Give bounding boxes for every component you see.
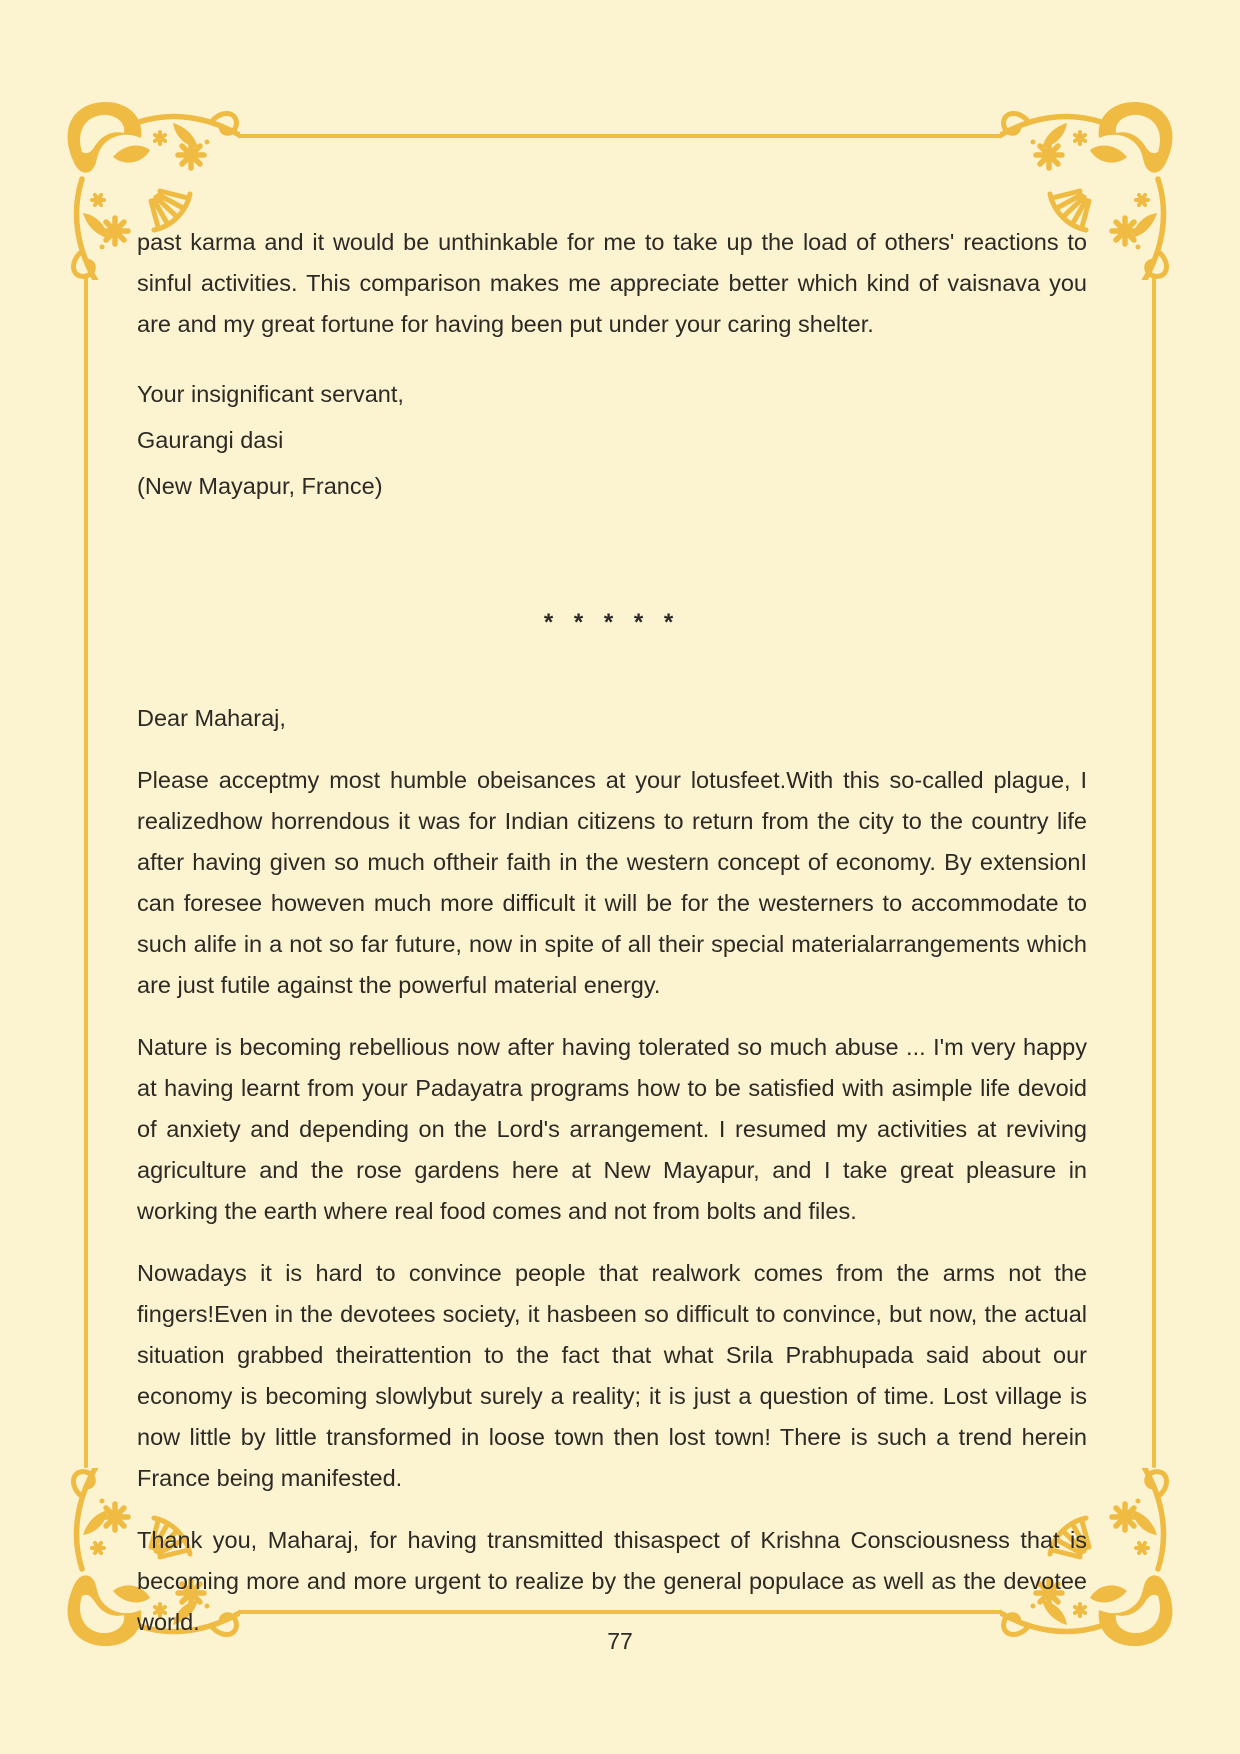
letter-signature: Gaurangi dasi — [137, 427, 284, 453]
frame-line-right — [1152, 276, 1156, 1468]
letter-content — [137, 0, 1087, 1643]
letter-salutation: Dear Maharaj, — [137, 705, 286, 731]
letter-paragraph: Nowadays it is hard to convince people that realwork comes from the arms not the fingers!Even in the devotees society, it hasbeen so difficult to convince, but now, the actual situation grabbed theirattention to the fact that what Srila Prabhupada said about our economy is becoming slowlybut surely a reality; it is just a question of time. Lost village is now little by little transformed in loose town then lost town! There is such a trend herein France being manifested. — [137, 1260, 1087, 1491]
page-number: 77 — [607, 1628, 633, 1654]
letter-location: (New Mayapur, France) — [137, 473, 383, 499]
letter-paragraph: Nature is becoming rebellious now after having tolerated so much abuse ... I'm very happy at having learnt from your Padayatra programs how to be satisfied with asimple life devoid of anxiety and depending on the Lord's arrangement. I resumed my activities at reviving agriculture and the rose gardens here at New Mayapur, and I take great pleasure in working the earth where real food comes and not from bolts and files. — [137, 1034, 1087, 1224]
letter-signoff: Your insignificant servant, — [137, 381, 404, 407]
letter-paragraph: Please acceptmy most humble obeisances at your lotusfeet.With this so-called plague, I realizedhow horrendous it was for Indian citizens to return from the city to the country life after having given so much oftheir faith in the western concept of economy. By extensionI can foresee howeven much more difficult it will be for the westerners to accommodate to such alife in a not so far future, now in spite of all their special materialarrangements which are just futile against the powerful material energy. — [137, 767, 1087, 998]
section-separator-asterisks: * * * * * — [543, 609, 681, 636]
letter-continuation-paragraph: past karma and it would be unthinkable for me to take up the load of others' reactions to sinful activities. This comparison makes me appreciate better which kind of vaisnava you are and my great fortune for having been put under your caring shelter. — [137, 229, 1087, 337]
letter-paragraph: Thank you, Maharaj, for having transmitted thisaspect of Krishna Consciousness that is becoming more and more urgent to realize by the general populace as well as the devotee world. — [137, 1527, 1087, 1635]
frame-line-left — [84, 276, 88, 1468]
